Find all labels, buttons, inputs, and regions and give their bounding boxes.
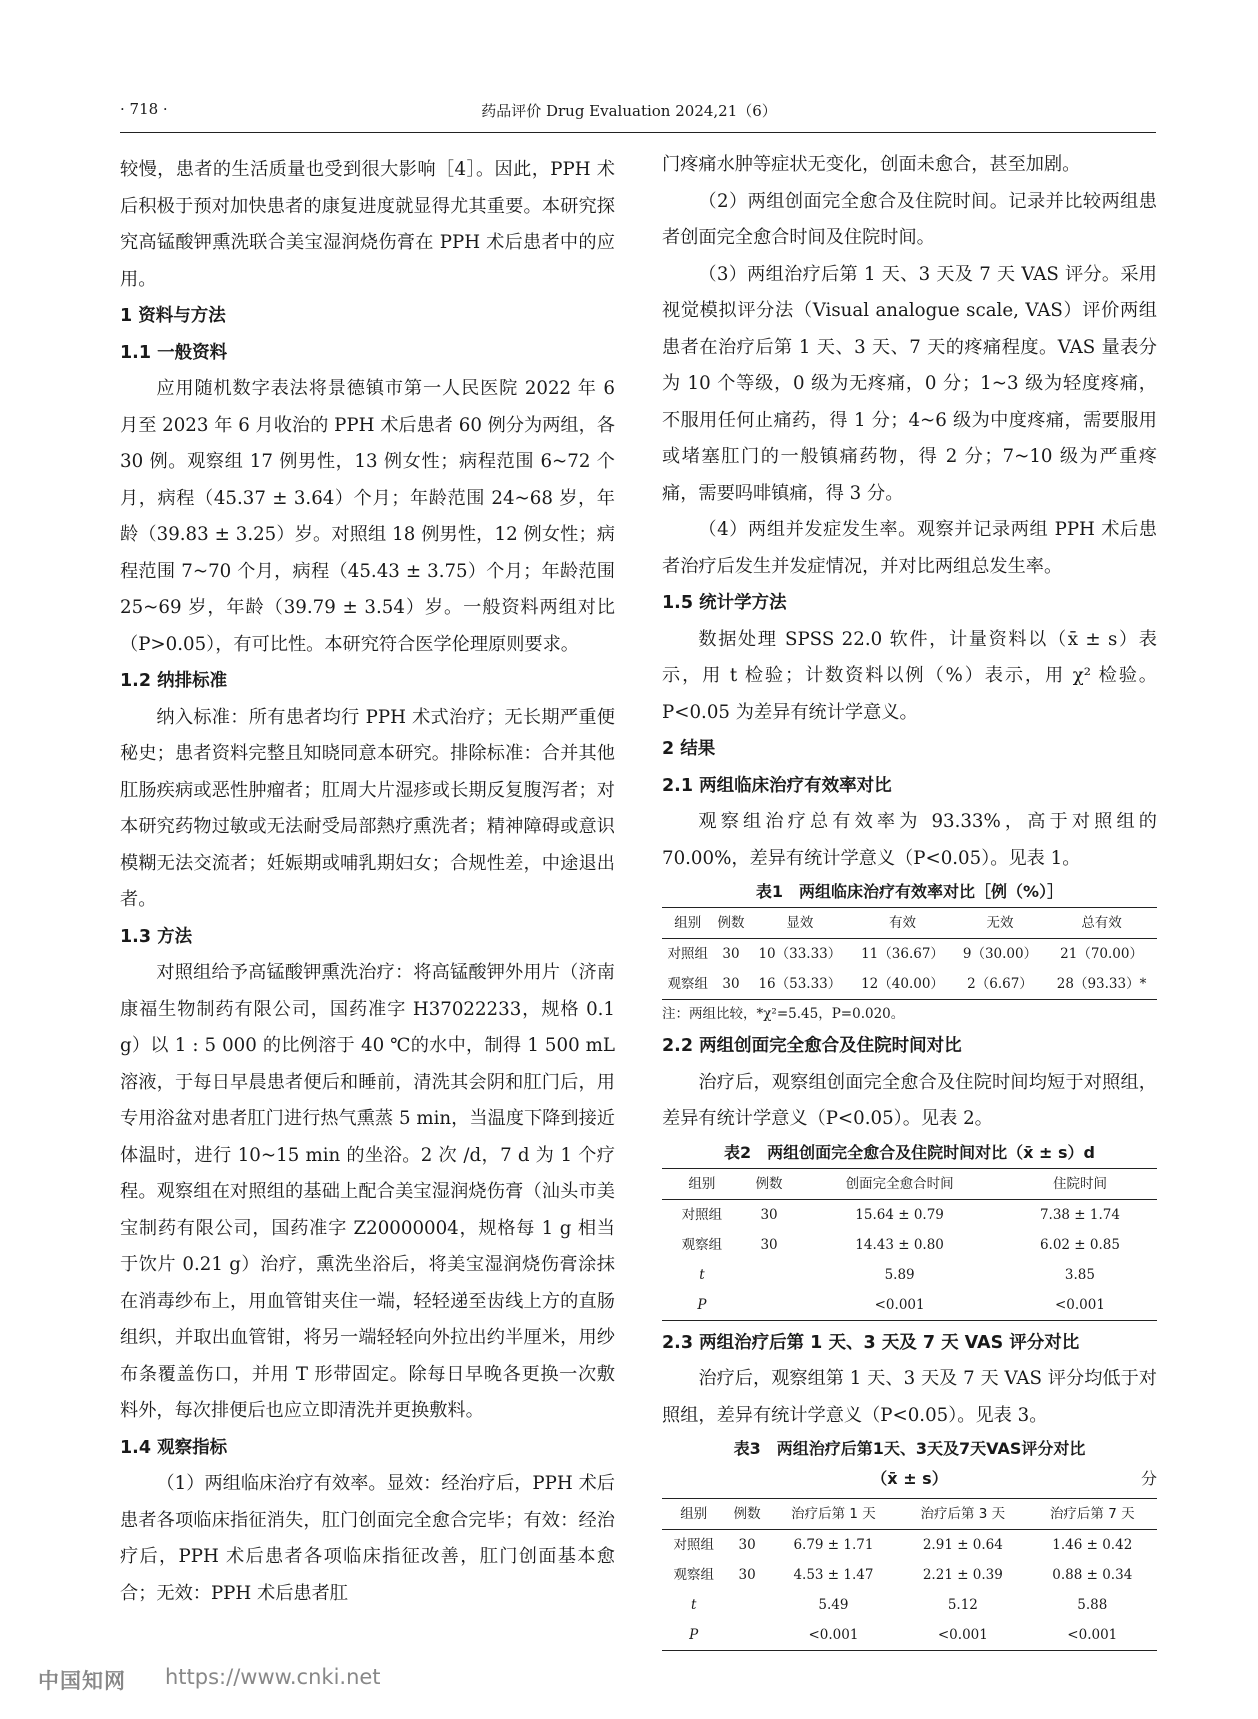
table-header-cell: 例数 <box>725 1499 768 1530</box>
table-cell: 2.21 ± 0.39 <box>922 1567 1003 1583</box>
table-header-cell: 创面完全愈合时间 <box>796 1168 1003 1199</box>
paragraph: 纳入标准：所有患者均行 PPH 术式治疗；无长期严重便秘史；患者资料完整且知晓同意本研究。排除标准：合并其他肛肠疾病或恶性肿瘤者；肛周大片湿疹或长期反复腹泻者；对本研究药物过敏或无法耐受局部熱疗熏洗者；精神障碍或意识模糊无法交流者；妊娠期或哺乳期妇女；合规性差，中途退出者。 <box>120 706 615 910</box>
table-cell: 28（93.33）* <box>1046 969 1157 1000</box>
table-1-note: 注：两组比较，*χ²=5.45，P=0.020。 <box>662 1006 905 1022</box>
table-row <box>662 1560 1157 1590</box>
table-header-cell: 显效 <box>749 908 852 939</box>
table-cell: 11（36.67） <box>861 946 944 962</box>
paragraph: 治疗后，观察组创面完全愈合及住院时间均短于对照组，差异有统计学意义（P<0.05）。见表 2。 <box>662 1071 1157 1129</box>
table-cell: 1.46 ± 0.42 <box>1052 1537 1133 1553</box>
section-heading: 1.4 观察指标 <box>120 1437 228 1458</box>
table-cell: 2（6.67） <box>954 969 1046 1000</box>
table-cell: 12（40.00） <box>851 969 954 1000</box>
running-header: 药品评价 Drug Evaluation 2024,21（6） <box>481 102 777 120</box>
table-3-unit: 分 <box>1140 1469 1157 1488</box>
table-3-caption: 表3 两组治疗后第1天、3天及7天VAS评分对比 <box>733 1439 1086 1458</box>
table-header-cell: 组别 <box>662 908 713 939</box>
table-row <box>662 1620 1157 1651</box>
table-cell: 5.12 <box>947 1597 978 1613</box>
table-cell <box>725 1590 768 1620</box>
table-cell: 10（33.33） <box>758 946 842 962</box>
table-row <box>662 1260 1157 1290</box>
table-2 <box>662 1138 1157 1321</box>
section-heading: 1.3 方法 <box>120 926 193 947</box>
table-cell: 5.89 <box>884 1266 915 1283</box>
table-cell: 观察组 <box>662 969 713 1000</box>
table-3-caption-stat <box>662 1464 1157 1494</box>
table-cell: 30 <box>738 1567 756 1583</box>
table-cell: 3.85 <box>1064 1266 1095 1283</box>
table-cell: <0.001 <box>796 1290 1003 1321</box>
table-cell: 30 <box>760 1236 778 1253</box>
cnki-logo: 中国知网 <box>38 1669 126 1693</box>
table-row <box>662 939 1157 970</box>
table-header-cell: 例数 <box>713 908 748 939</box>
table-cell: 7.38 ± 1.74 <box>1039 1206 1120 1223</box>
table-cell <box>742 1260 796 1290</box>
paragraph: （3）两组治疗后第 1 天、3 天及 7 天 VAS 评分。采用视觉模拟评分法（Visual analogue scale, VAS）评价两组患者在治疗后第 1 天、3 天、7 天的疼痛程度。VAS 量表分为 10 个等级，0 级为无疼痛，0 分；1~3 级为轻度疼痛，不服用任何止痛药，得 1 分；4~6 级为中度疼痛，需要服用或堵塞肛门的一般镇痛药物，得 2 分；7~10 级为严重疼痛，需要吗啡镇痛，得 3 分。 <box>662 263 1157 504</box>
table-cell: 观察组 <box>681 1236 723 1253</box>
table-cell: 14.43 ± 0.80 <box>855 1236 944 1253</box>
table-cell: 5.49 <box>818 1597 849 1613</box>
table-header-cell: 住院时间 <box>1003 1168 1157 1199</box>
section-heading: 1.1 一般资料 <box>120 342 228 363</box>
table-cell: 4.53 ± 1.47 <box>793 1567 874 1583</box>
table-cell <box>725 1620 768 1651</box>
table-1-grid <box>662 907 1157 1000</box>
table-cell: t <box>699 1266 705 1283</box>
right-text-b <box>662 1028 1157 1138</box>
table-1 <box>662 877 1157 1028</box>
paragraph: （4）两组并发症发生率。观察并记录两组 PPH 术后患者治疗后发生并发症情况，并对比两组总发生率。 <box>662 519 1157 577</box>
left-column <box>120 152 615 1612</box>
paragraph: 数据处理 SPSS 22.0 软件，计量资料以（x̄ ± s）表示，用 t 检验；计数资料以例（%）表示，用 χ² 检验。P<0.05 为差异有统计学意义。 <box>662 628 1157 723</box>
paragraph: （1）两组临床治疗有效率。显效：经治疗后，PPH 术后患者各项临床指征消失，肛门创面完全愈合完毕；有效：经治疗后，PPH 术后患者各项临床指征改善，肛门创面基本愈合；无效：PPH 术后患者肛 <box>120 1473 615 1604</box>
table-cell: 16（53.33） <box>749 969 852 1000</box>
table-cell: P <box>662 1620 725 1651</box>
right-text-a <box>662 147 1157 877</box>
table-header-cell: 治疗后第 3 天 <box>898 1499 1027 1530</box>
table-cell: <0.001 <box>769 1620 898 1651</box>
table-cell <box>742 1290 796 1321</box>
table-row <box>662 969 1157 1000</box>
table-cell: 0.88 ± 0.34 <box>1052 1567 1133 1583</box>
table-cell: P <box>662 1290 742 1321</box>
table-header-cell: 无效 <box>954 908 1046 939</box>
right-text-c <box>662 1325 1157 1435</box>
table-cell: 对照组 <box>673 1537 714 1553</box>
header-rule <box>120 132 1156 133</box>
section-heading: 1.5 统计学方法 <box>662 593 787 613</box>
table-cell: 9（30.00） <box>962 946 1038 962</box>
paragraph: 门疼痛水肿等症状无变化，创面未愈合，甚至加剧。 <box>662 154 1081 175</box>
table-3-stat-label: （x̄ ± s） <box>871 1469 948 1488</box>
table-cell: 30 <box>760 1206 778 1223</box>
section-heading: 2 结果 <box>662 739 716 759</box>
section-heading: 1.2 纳排标准 <box>120 671 228 691</box>
table-row <box>662 1230 1157 1260</box>
table-row <box>662 1590 1157 1620</box>
paragraph: （2）两组创面完全愈合及住院时间。记录并比较两组患者创面完全愈合时间及住院时间。 <box>662 190 1157 248</box>
paragraph: 治疗后，观察组第 1 天、3 天及 7 天 VAS 评分均低于对照组，差异有统计学意义（P<0.05）。见表 3。 <box>662 1368 1157 1426</box>
right-column <box>662 147 1157 1651</box>
table-cell: 观察组 <box>673 1567 714 1583</box>
paragraph: 应用随机数字表法将景德镇市第一人民医院 2022 年 6 月至 2023 年 6 月收治的 PPH 术后患者 60 例分为两组，各 30 例。观察组 17 例男性，13 例女性；病程范围 6~72 个月，病程（45.37 ± 3.64）个月；年龄范围 24~68 岁，年龄（39.83 ± 3.25）岁。对照组 18 例男性，12 例女性；病程范围 7~70 个月，病程（45.43 ± 3.75）个月；年龄范围 25~69 岁，年龄（39.79 ± 3.54）岁。一般资料两组对比（P>0.05），有可比性。本研究符合医学伦理原则要求。 <box>120 378 615 655</box>
table-cell: 对照组 <box>681 1206 723 1223</box>
table-2-grid <box>662 1168 1157 1321</box>
table-cell: <0.001 <box>898 1620 1027 1651</box>
table-header-cell: 总有效 <box>1046 908 1157 939</box>
table-2-caption: 表2 两组创面完全愈合及住院时间对比（x̄ ± s）d <box>724 1142 1095 1162</box>
table-cell: <0.001 <box>1003 1290 1157 1321</box>
table-cell: 对照组 <box>667 946 708 962</box>
table-cell: 15.64 ± 0.79 <box>855 1206 944 1223</box>
table-cell: 30 <box>713 969 748 1000</box>
table-row <box>662 1290 1157 1321</box>
paragraph: 对照组给予高锰酸钾熏洗治疗：将高锰酸钾外用片（济南康福生物制药有限公司，国药准字 H37022233，规格 0.1 g）以 1 : 5 000 的比例溶于 40 ℃的水中，制得 1 500 mL 溶液，于每日早晨患者便后和睡前，清洗其会阴和肛门后，用专用浴盆对患者肛门进行热气熏蒸 5 min，当温度下降到接近体温时，进行 10~15 min 的坐浴。2 次 /d，7 d 为 1 个疗程。观察组在对照组的基础上配合美宝湿润烧伤膏（汕头市美宝制药有限公司，国药准字 Z20000004，规格每 1 g 相当于饮片 0.21 g）治疗，熏洗坐浴后，将美宝湿润烧伤膏涂抹在消毒纱布上，用血管钳夹住一端，轻轻递至齿线上方的直肠组织，并取出血管钳，将另一端轻轻向外拉出约半厘米，用纱布条覆盖伤口，并用 T 形带固定。除每日早晚各更换一次敷料外，每次排便后也应立即清洗并更换敷料。 <box>120 962 615 1421</box>
table-header-cell: 组别 <box>662 1168 742 1199</box>
table-cell: 2.91 ± 0.64 <box>922 1537 1003 1553</box>
table-row <box>662 1199 1157 1230</box>
table-3-grid <box>662 1498 1157 1651</box>
table-header-cell: 有效 <box>851 908 954 939</box>
table-cell: 5.88 <box>1077 1597 1108 1613</box>
table-header-cell: 治疗后第 7 天 <box>1028 1499 1157 1530</box>
section-heading: 1 资料与方法 <box>120 306 226 326</box>
section-heading: 2.3 两组治疗后第 1 天、3 天及 7 天 VAS 评分对比 <box>662 1332 1080 1353</box>
page-number: · 718 · <box>120 100 168 118</box>
table-cell: 6.02 ± 0.85 <box>1039 1236 1120 1253</box>
table-cell: <0.001 <box>1028 1620 1157 1651</box>
table-cell: t <box>691 1597 697 1613</box>
section-heading: 2.1 两组临床治疗有效率对比 <box>662 775 892 796</box>
table-3 <box>662 1434 1157 1651</box>
cnki-url: https://www.cnki.net <box>165 1665 381 1689</box>
section-heading: 2.2 两组创面完全愈合及住院时间对比 <box>662 1036 962 1056</box>
table-header-cell: 组别 <box>662 1499 725 1530</box>
table-cell: 6.79 ± 1.71 <box>793 1537 874 1553</box>
table-cell: 30 <box>738 1537 756 1553</box>
paragraph: 较慢，患者的生活质量也受到很大影响［4］。因此，PPH 术后积极于预对加快患者的康复进度就显得尤其重要。本研究探究高锰酸钾熏洗联合美宝湿润烧伤膏在 PPH 术后患者中的应用。 <box>120 159 615 290</box>
table-cell: 30 <box>722 946 740 962</box>
paragraph: 观察组治疗总有效率为 93.33%，高于对照组的 70.00%，差异有统计学意义（P<0.05）。见表 1。 <box>662 811 1157 869</box>
table-row <box>662 1530 1157 1561</box>
table-header-cell: 例数 <box>742 1168 796 1199</box>
table-header-cell: 治疗后第 1 天 <box>769 1499 898 1530</box>
table-1-caption: 表1 两组临床治疗有效率对比［例（%）］ <box>755 882 1064 901</box>
table-cell: 21（70.00） <box>1060 946 1143 962</box>
